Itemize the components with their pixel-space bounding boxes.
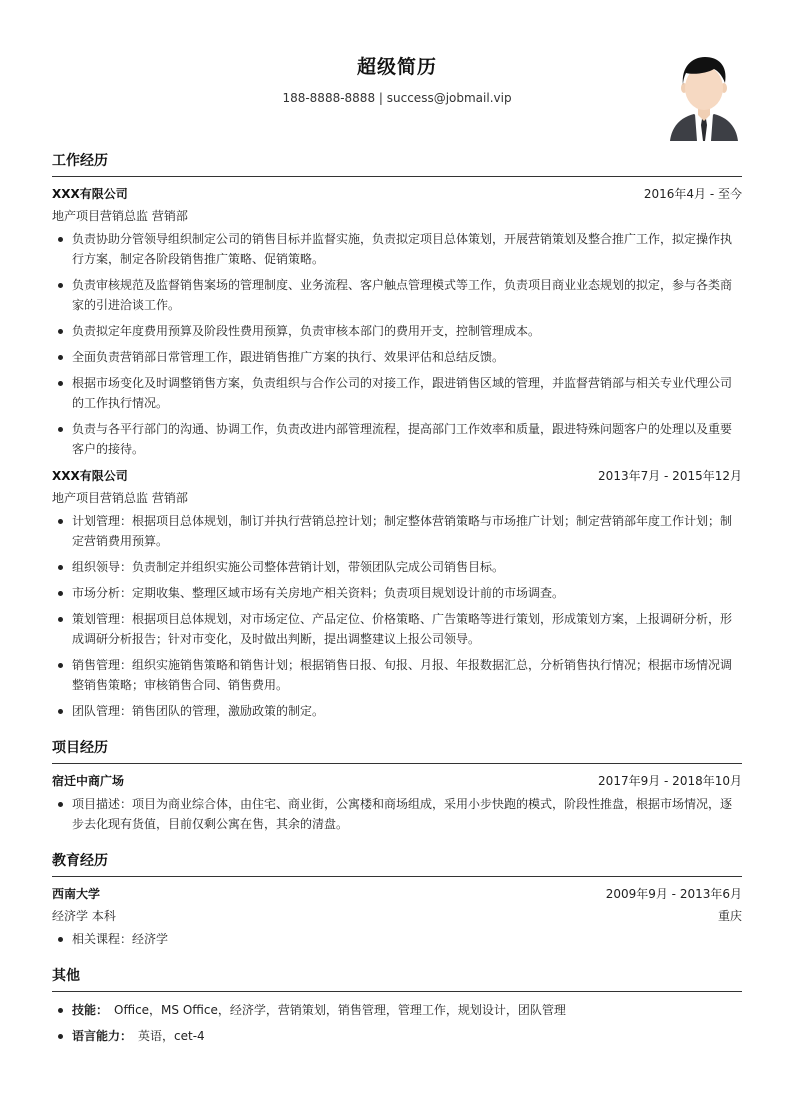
skills-value: Office，MS Office，经济学，营销策划，销售管理，管理工作，规划设计，团队管理 bbox=[114, 1003, 566, 1017]
company-name: XXX有限公司 bbox=[52, 187, 128, 201]
list-item: 团队管理：销售团队的管理，激励政策的制定。 bbox=[52, 701, 742, 721]
project-name: 宿迁中商广场 bbox=[52, 774, 125, 788]
duty-list bbox=[52, 511, 742, 721]
job-role: 地产项目营销总监 营销部 bbox=[52, 491, 188, 505]
location: 重庆 bbox=[717, 909, 742, 923]
list-item: 销售管理：组织实施销售策略和销售计划；根据销售日报、旬报、月报、年报数据汇总，分析销售执行情况；根据市场情况调整销售策略；审核销售合同、销售费用。 bbox=[52, 655, 742, 695]
resume-name: 超级简历 bbox=[356, 56, 437, 78]
list-item: 负责与各平行部门的沟通、协调工作，负责改进内部管理流程，提高部门工作效率和质量，跟进特殊问题客户的处理以及重要客户的接待。 bbox=[52, 419, 742, 459]
major-degree: 经济学 本科 bbox=[52, 909, 116, 923]
list-item: 项目描述：项目为商业综合体，由住宅、商业街，公寓楼和商场组成，采用小步快跑的模式，阶段性推盘，根据市场情况，逐步去化现有货值，目前仅剩公寓在售，其余的清盘。 bbox=[52, 794, 742, 834]
date-range: 2017年9月 - 2018年10月 bbox=[598, 774, 742, 788]
section-title-work: 工作经历 bbox=[52, 152, 742, 177]
list-item: 根据市场变化及时调整销售方案，负责组织与合作公司的对接工作，跟进销售区域的管理，并监督营销部与相关专业代理公司的工作执行情况。 bbox=[52, 373, 742, 413]
list-item bbox=[52, 1000, 742, 1020]
section-title-project: 项目经历 bbox=[52, 739, 742, 764]
list-item: 负责审核规范及监督销售案场的管理制度、业务流程、客户触点管理模式等工作，负责项目商业业态规划的拟定，参与各类商家的引进洽谈工作。 bbox=[52, 275, 742, 315]
list-item: 负责拟定年度费用预算及阶段性费用预算，负责审核本部门的费用开支，控制管理成本。 bbox=[52, 321, 742, 341]
project-list bbox=[52, 794, 742, 834]
list-item: 市场分析：定期收集、整理区域市场有关房地产相关资料；负责项目规划设计前的市场调查。 bbox=[52, 583, 742, 603]
skills-label: 技能： bbox=[72, 1003, 109, 1017]
list-item: 组织领导：负责制定并组织实施公司整体营销计划，带领团队完成公司销售目标。 bbox=[52, 557, 742, 577]
duty-list bbox=[52, 229, 742, 459]
work-entry bbox=[52, 183, 742, 459]
education-entry bbox=[52, 883, 742, 949]
list-item: 计划管理：根据项目总体规划，制订并执行营销总控计划；制定整体营销策略与市场推广计划；制定营销部年度工作计划；制定营销费用预算。 bbox=[52, 511, 742, 551]
job-role: 地产项目营销总监 营销部 bbox=[52, 209, 188, 223]
date-range: 2013年7月 - 2015年12月 bbox=[598, 469, 742, 483]
date-range: 2016年4月 - 至今 bbox=[643, 187, 742, 201]
company-name: XXX有限公司 bbox=[52, 469, 128, 483]
project-entry bbox=[52, 770, 742, 834]
section-title-other: 其他 bbox=[52, 967, 742, 992]
list-item: 负责协助分管领导组织制定公司的销售目标并监督实施，负责拟定项目总体策划，开展营销策划及整合推广工作，拟定操作执行方案，制定各阶段销售推广策略、促销策略。 bbox=[52, 229, 742, 269]
school-name: 西南大学 bbox=[52, 887, 101, 901]
contact-info: 188-8888-8888 | success@jobmail.vip bbox=[282, 91, 512, 105]
person-avatar-icon bbox=[668, 55, 740, 141]
list-item bbox=[52, 1026, 742, 1046]
list-item: 策划管理：根据项目总体规划，对市场定位、产品定位、价格策略、广告策略等进行策划，形成策划方案，上报调研分析，形成调研分析报告；针对市变化，及时做出判断，提出调整建议上报公司领导。 bbox=[52, 609, 742, 649]
list-item: 全面负责营销部日常管理工作，跟进销售推广方案的执行、效果评估和总结反馈。 bbox=[52, 347, 742, 367]
resume-content bbox=[52, 152, 742, 1052]
language-label: 语言能力： bbox=[72, 1029, 133, 1043]
section-title-education: 教育经历 bbox=[52, 852, 742, 877]
language-value: 英语，cet-4 bbox=[138, 1029, 205, 1043]
list-item: 相关课程：经济学 bbox=[52, 929, 742, 949]
work-entry bbox=[52, 465, 742, 721]
resume-header bbox=[52, 54, 742, 106]
other-list bbox=[52, 1000, 742, 1046]
education-list bbox=[52, 929, 742, 949]
date-range: 2009年9月 - 2013年6月 bbox=[605, 887, 742, 901]
